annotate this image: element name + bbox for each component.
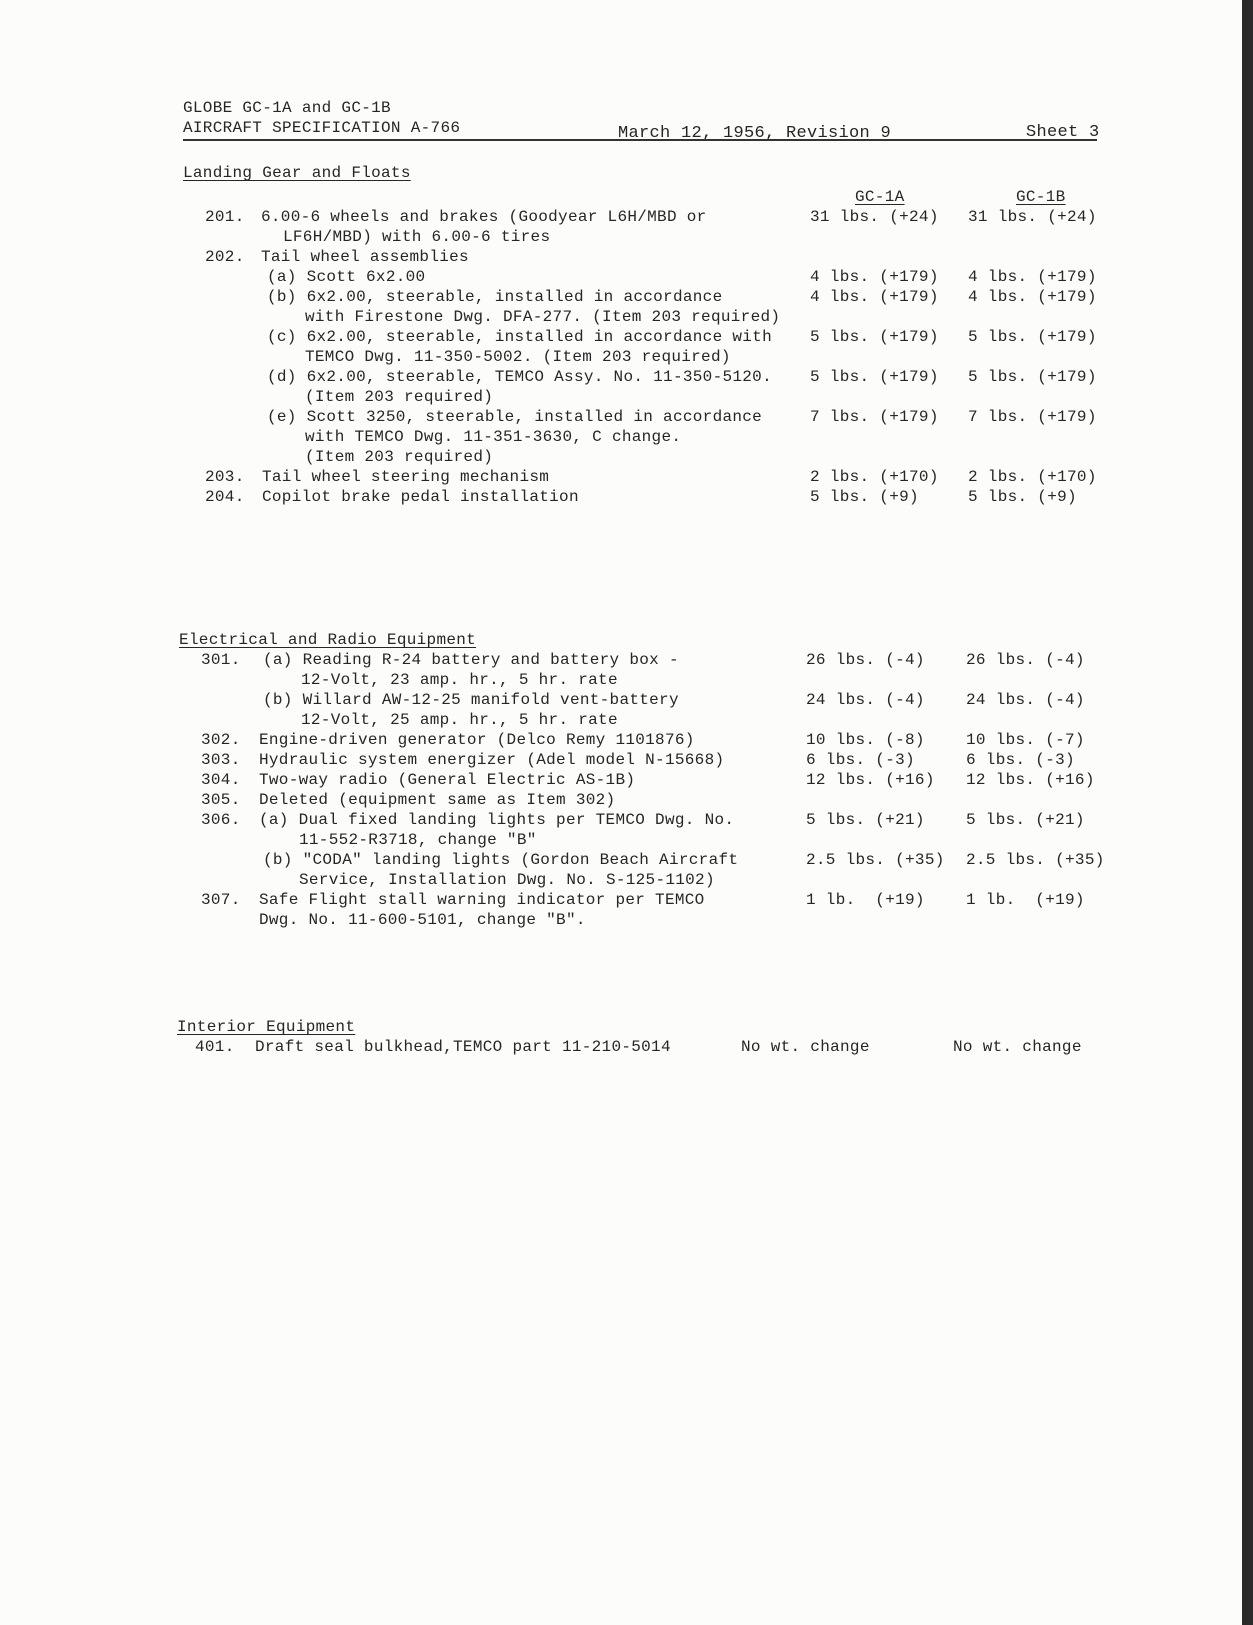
item-description: TEMCO Dwg. 11-350-5002. (Item 203 required) xyxy=(305,348,731,366)
weight-gc1a: 31 lbs. (+24) xyxy=(810,208,939,226)
weight-gc1b: 4 lbs. (+179) xyxy=(968,288,1097,306)
weight-gc1a: 4 lbs. (+179) xyxy=(810,288,939,306)
section-heading-landing: Landing Gear and Floats xyxy=(183,164,411,182)
item-description: Draft seal bulkhead,TEMCO part 11-210-5014 xyxy=(255,1038,671,1056)
item-description: Dwg. No. 11-600-5101, change "B". xyxy=(259,911,586,929)
weight-gc1a: No wt. change xyxy=(741,1038,870,1056)
section-heading-interior: Interior Equipment xyxy=(177,1018,356,1036)
item-description: (Item 203 required) xyxy=(305,448,494,466)
item-description: Service, Installation Dwg. No. S-125-1102) xyxy=(299,871,715,889)
weight-gc1b: 5 lbs. (+21) xyxy=(966,811,1085,829)
weight-gc1a: 10 lbs. (-8) xyxy=(806,731,925,749)
weight-gc1a: 5 lbs. (+179) xyxy=(810,328,939,346)
weight-gc1a: 2 lbs. (+170) xyxy=(810,468,939,486)
weight-gc1a: 12 lbs. (+16) xyxy=(806,771,935,789)
item-description: (a) Scott 6x2.00 xyxy=(267,268,426,286)
item-number: 301. xyxy=(201,651,241,669)
weight-gc1b: 5 lbs. (+9) xyxy=(968,488,1077,506)
item-description: (a) Reading R-24 battery and battery box - xyxy=(263,651,679,669)
item-description: Deleted (equipment same as Item 302) xyxy=(259,791,616,809)
weight-gc1a: 6 lbs. (-3) xyxy=(806,751,915,769)
weight-gc1b: 4 lbs. (+179) xyxy=(968,268,1097,286)
weight-gc1b: 7 lbs. (+179) xyxy=(968,408,1097,426)
column-header-gc1b: GC-1B xyxy=(1016,188,1066,206)
weight-gc1b: 1 lb. (+19) xyxy=(966,891,1085,909)
weight-gc1b: 31 lbs. (+24) xyxy=(968,208,1097,226)
item-description: (d) 6x2.00, steerable, TEMCO Assy. No. 11-350-5120. xyxy=(267,368,772,386)
weight-gc1b: 10 lbs. (-7) xyxy=(966,731,1085,749)
item-number: 302. xyxy=(201,731,241,749)
header-rule xyxy=(183,139,1097,141)
weight-gc1a: 1 lb. (+19) xyxy=(806,891,925,909)
item-number: 401. xyxy=(195,1038,235,1056)
doc-sheet-number: Sheet 3 xyxy=(1026,123,1100,142)
item-description: Hydraulic system energizer (Adel model N-15668) xyxy=(259,751,725,769)
item-description: LF6H/MBD) with 6.00-6 tires xyxy=(283,228,551,246)
column-header-gc1a: GC-1A xyxy=(855,188,905,206)
item-number: 202. xyxy=(205,248,245,266)
item-description: 12-Volt, 25 amp. hr., 5 hr. rate xyxy=(301,711,618,729)
item-number: 303. xyxy=(201,751,241,769)
item-description: with Firestone Dwg. DFA-277. (Item 203 required) xyxy=(305,308,781,326)
item-description: (e) Scott 3250, steerable, installed in accordance xyxy=(267,408,763,426)
weight-gc1b: 24 lbs. (-4) xyxy=(966,691,1085,709)
weight-gc1a: 4 lbs. (+179) xyxy=(810,268,939,286)
weight-gc1b: No wt. change xyxy=(953,1038,1082,1056)
weight-gc1b: 2 lbs. (+170) xyxy=(968,468,1097,486)
item-description: Two-way radio (General Electric AS-1B) xyxy=(259,771,636,789)
item-description: (b) "CODA" landing lights (Gordon Beach Aircraft xyxy=(263,851,739,869)
item-description: (a) Dual fixed landing lights per TEMCO Dwg. No. xyxy=(259,811,735,829)
item-number: 306. xyxy=(201,811,241,829)
item-description: (c) 6x2.00, steerable, installed in accordance with xyxy=(267,328,772,346)
item-number: 204. xyxy=(205,488,245,506)
doc-title-line1: GLOBE GC-1A and GC-1B xyxy=(183,99,391,117)
doc-title-line2: AIRCRAFT SPECIFICATION A-766 xyxy=(183,119,461,137)
weight-gc1a: 5 lbs. (+21) xyxy=(806,811,925,829)
item-number: 305. xyxy=(201,791,241,809)
item-number: 307. xyxy=(201,891,241,909)
item-description: Safe Flight stall warning indicator per TEMCO xyxy=(259,891,705,909)
item-description: Copilot brake pedal installation xyxy=(262,488,579,506)
item-number: 304. xyxy=(201,771,241,789)
weight-gc1a: 24 lbs. (-4) xyxy=(806,691,925,709)
item-description: Tail wheel assemblies xyxy=(261,248,469,266)
weight-gc1a: 7 lbs. (+179) xyxy=(810,408,939,426)
item-description: 12-Volt, 23 amp. hr., 5 hr. rate xyxy=(301,671,618,689)
item-description: (Item 203 required) xyxy=(305,388,494,406)
weight-gc1a: 2.5 lbs. (+35) xyxy=(806,851,945,869)
item-description: 6.00-6 wheels and brakes (Goodyear L6H/MBD or xyxy=(261,208,707,226)
item-description: Tail wheel steering mechanism xyxy=(262,468,550,486)
item-number: 203. xyxy=(205,468,245,486)
item-description: (b) 6x2.00, steerable, installed in accordance xyxy=(267,288,723,306)
weight-gc1b: 2.5 lbs. (+35) xyxy=(966,851,1105,869)
weight-gc1b: 26 lbs. (-4) xyxy=(966,651,1085,669)
item-description: with TEMCO Dwg. 11-351-3630, C change. xyxy=(305,428,682,446)
weight-gc1b: 5 lbs. (+179) xyxy=(968,328,1097,346)
item-number: 201. xyxy=(205,208,245,226)
weight-gc1a: 5 lbs. (+9) xyxy=(810,488,919,506)
weight-gc1b: 12 lbs. (+16) xyxy=(966,771,1095,789)
weight-gc1a: 26 lbs. (-4) xyxy=(806,651,925,669)
weight-gc1b: 5 lbs. (+179) xyxy=(968,368,1097,386)
weight-gc1b: 6 lbs. (-3) xyxy=(966,751,1075,769)
item-description: 11-552-R3718, change "B" xyxy=(299,831,537,849)
section-heading-electrical: Electrical and Radio Equipment xyxy=(179,631,477,649)
weight-gc1a: 5 lbs. (+179) xyxy=(810,368,939,386)
doc-date-revision: March 12, 1956, Revision 9 xyxy=(618,124,892,143)
item-description: (b) Willard AW-12-25 manifold vent-battery xyxy=(263,691,679,709)
item-description: Engine-driven generator (Delco Remy 1101876) xyxy=(259,731,695,749)
